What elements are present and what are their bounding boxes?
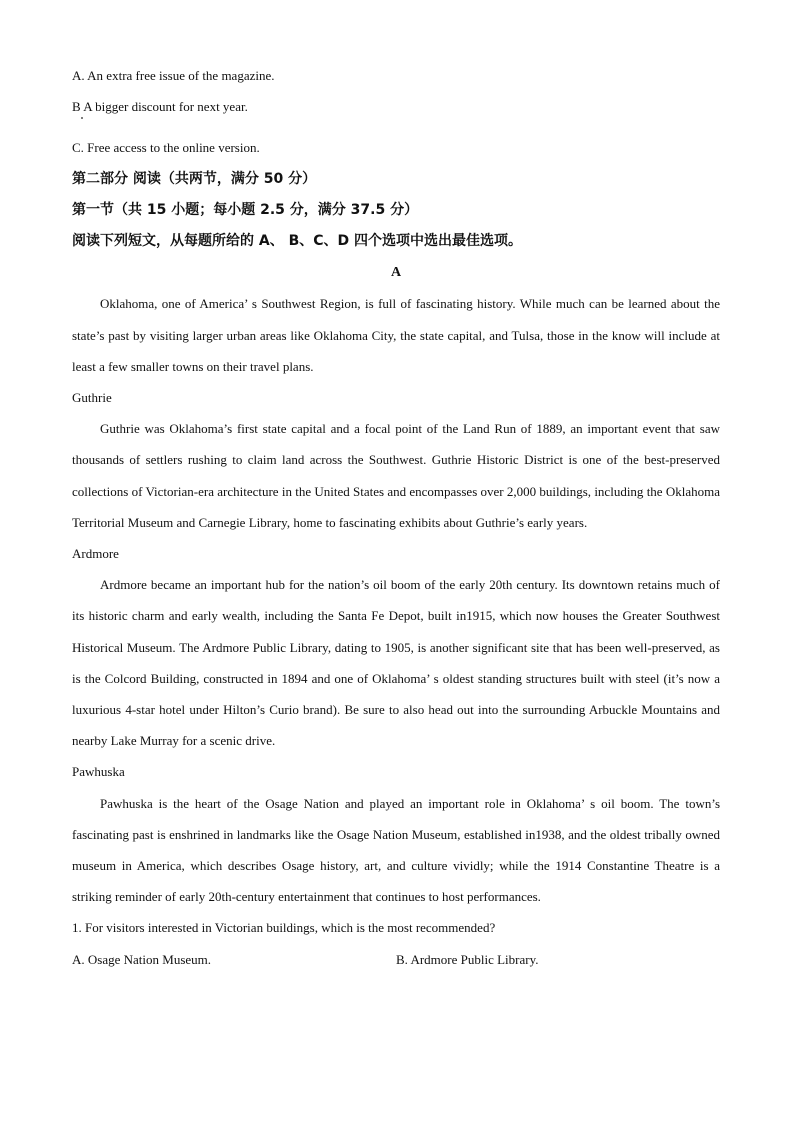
town-text-pawhuska: Pawhuska is the heart of the Osage Nation and played an important role in Oklahoma’ s oil boom. The town’s fascinating past is enshrined in landmarks like the Osage Nation Museum, established in1938, and the oldest tribally owned museum in America, which describes Osage history, art, and culture vividly; while the 1914 Constantine Theatre is a striking reminder of early 20th-century entertainment that continues to host performances. xyxy=(72,795,720,905)
town-text-guthrie: Guthrie was Oklahoma’s first state capital and a focal point of the Land Run of 1889, an important event that saw thousands of settlers rushing to claim land across the Southwest. Guthrie Historic District is one of the best-preserved collections of Victorian-era architecture in the United States and encompasses over 2,000 buildings, including the Oklahoma Territorial Museum and Carnegie Library, home to fascinating exhibits about Guthrie’s early years. xyxy=(72,421,720,530)
prev-option-c: C. Free access to the online version. xyxy=(72,140,260,156)
town-heading-ardmore: Ardmore xyxy=(72,545,119,561)
question-options xyxy=(72,944,720,975)
prev-option-b: B A bigger discount for next year. xyxy=(72,99,248,115)
question-option-b: B. Ardmore Public Library. xyxy=(396,951,539,967)
section-part-heading: 第二部分 阅读（共两节，满分 50 分） xyxy=(72,170,317,187)
town-heading-guthrie: Guthrie xyxy=(72,389,112,405)
subsection-heading: 第一节（共 15 小题；每小题 2.5 分，满分 37.5 分） xyxy=(72,201,419,218)
town-text-ardmore: Ardmore became an important hub for the nation’s oil boom of the early 20th century. Its downtown retains much of its historic charm and early wealth, including the Santa Fe Depot, built in1915, which now houses the Greater Southwest Historical Museum. The Ardmore Public Library, dating to 1905, is another significant site that has been well-preserved, as is the Colcord Building, constructed in 1894 and one of Oklahoma’ s oldest standing structures built with steel (it’s now a luxurious 4-star hotel under Hilton’s Curio brand). Be sure to also head out into the surrounding Arbuckle Mountains and nearby Lake Murray for a scenic drive. xyxy=(72,577,720,749)
question-option-a: A. Osage Nation Museum. xyxy=(72,951,212,967)
question-stem: 1. For visitors interested in Victorian buildings, which is the most recommended? xyxy=(72,920,496,936)
town-heading-pawhuska: Pawhuska xyxy=(72,764,125,780)
spacer xyxy=(72,122,720,132)
document-page xyxy=(72,60,720,975)
prev-option-a: A. An extra free issue of the magazine. xyxy=(72,68,275,83)
passage-label: A xyxy=(390,265,402,281)
scan-dot xyxy=(81,117,83,119)
instruction-text: 阅读下列短文，从每题所给的 A、 B、C、D 四个选项中选出最佳选项。 xyxy=(72,232,523,249)
passage-intro: Oklahoma, one of America’ s Southwest Region, is full of fascinating history. While much can be learned about the state’s past by visiting larger urban areas like Oklahoma City, the state capital, and Tulsa, those in the know will include at least a few smaller towns on their travel plans. xyxy=(72,296,720,374)
